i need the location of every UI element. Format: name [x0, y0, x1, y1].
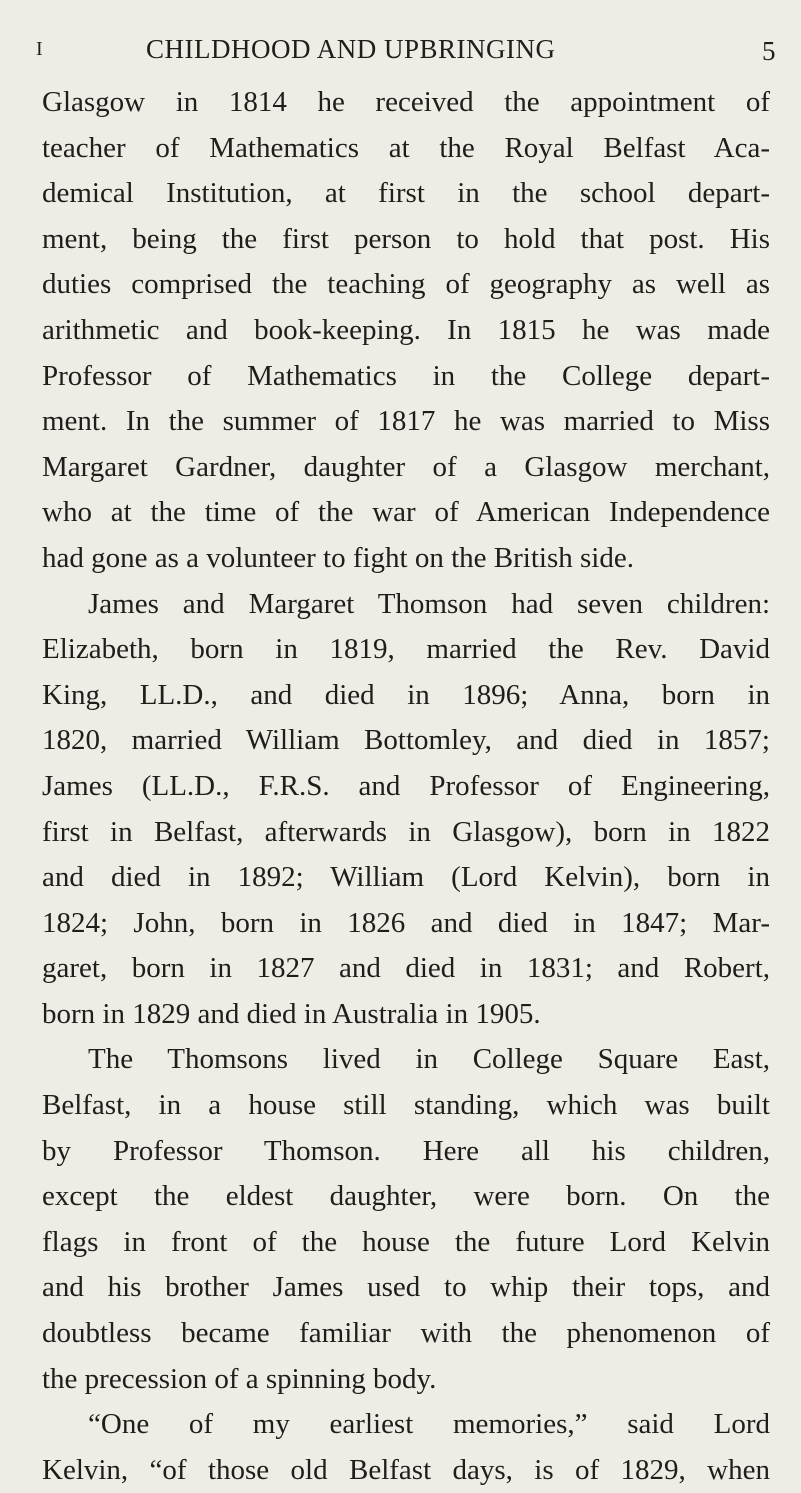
text-line: first in Belfast, afterwards in Glasgow), born in 1822: [42, 815, 770, 848]
text-line: 1824; John, born in 1826 and died in 1847; Mar-: [42, 906, 770, 939]
text-line: and died in 1892; William (Lord Kelvin), born in: [42, 861, 770, 894]
text-line: arithmetic and book-keeping. In 1815 he was made: [42, 313, 770, 346]
text-line: except the eldest daughter, were born. On the: [42, 1180, 770, 1213]
text-line: demical Institution, at first in the school depart-: [42, 177, 770, 210]
text-line: ment, being the first person to hold that post. His: [42, 222, 770, 255]
page-number: 5: [762, 36, 776, 66]
text-line: Kelvin, “of those old Belfast days, is of 1829, when: [42, 1453, 770, 1486]
paragraph-start-line: The Thomsons lived in College Square East,: [88, 1043, 770, 1076]
running-head: [36, 34, 776, 74]
chapter-number: I: [36, 38, 44, 60]
text-line: born in 1829 and died in Australia in 1905.: [42, 997, 541, 1030]
text-line: Glasgow in 1814 he received the appointment of: [42, 86, 770, 118]
text-line: had gone as a volunteer to fight on the British side.: [42, 541, 634, 574]
text-line: 1820, married William Bottomley, and died in 1857;: [42, 724, 770, 757]
text-line: Belfast, in a house still standing, which was built: [42, 1089, 770, 1122]
text-line: and his brother James used to whip their tops, and: [42, 1271, 770, 1304]
paragraph-start-line: James and Margaret Thomson had seven children:: [88, 587, 770, 620]
chapter-title: CHILDHOOD AND UPBRINGING: [146, 34, 556, 64]
text-line: teacher of Mathematics at the Royal Belfast Aca-: [42, 131, 770, 164]
text-line: by Professor Thomson. Here all his children,: [42, 1134, 770, 1167]
text-line: ment. In the summer of 1817 he was married to Miss: [42, 405, 770, 438]
text-line: Professor of Mathematics in the College depart-: [42, 359, 770, 392]
text-line: garet, born in 1827 and died in 1831; and Robert,: [42, 952, 770, 985]
text-line: Margaret Gardner, daughter of a Glasgow merchant,: [42, 450, 770, 483]
text-line: flags in front of the house the future Lord Kelvin: [42, 1225, 770, 1258]
text-line: doubtless became familiar with the phenomenon of: [42, 1317, 770, 1350]
text-line: the precession of a spinning body.: [42, 1362, 437, 1395]
text-line: James (LL.D., F.R.S. and Professor of Engineering,: [42, 769, 770, 802]
body-text: [42, 80, 770, 1493]
text-line: duties comprised the teaching of geography as well as: [42, 268, 770, 301]
paragraph-start-line: “One of my earliest memories,” said Lord: [88, 1408, 770, 1441]
text-line: who at the time of the war of American Independence: [42, 496, 770, 529]
text-line: King, LL.D., and died in 1896; Anna, born in: [42, 678, 770, 711]
text-line: Elizabeth, born in 1819, married the Rev. David: [42, 633, 770, 666]
